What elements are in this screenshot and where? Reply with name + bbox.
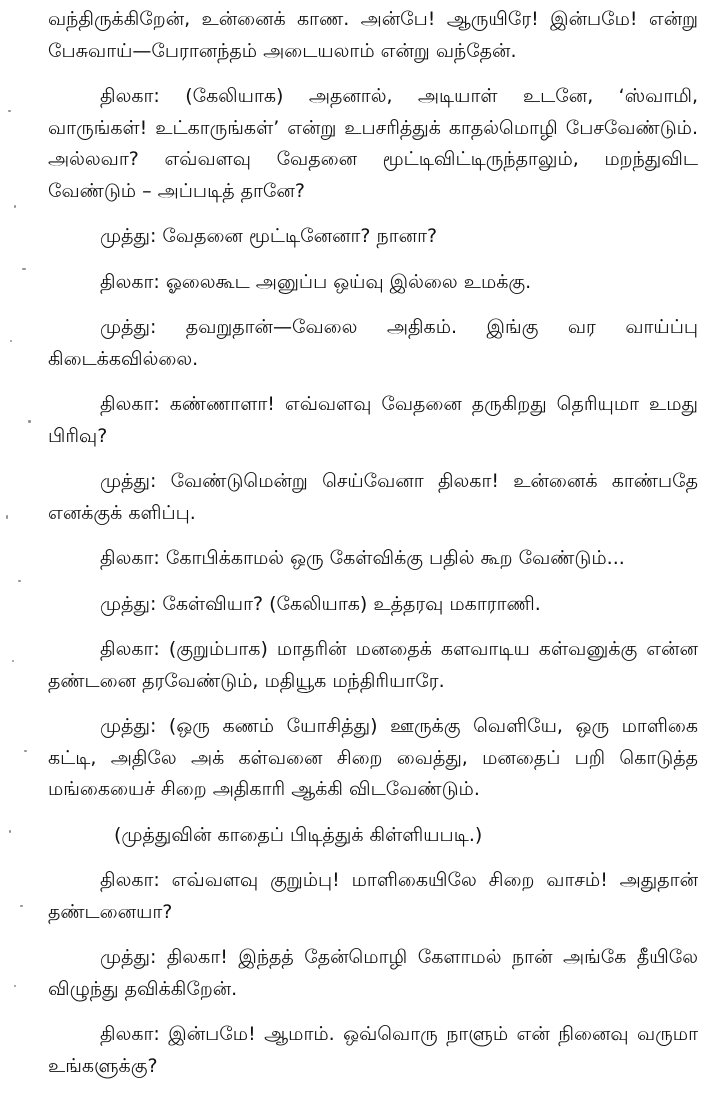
scan-speckle — [18, 580, 21, 582]
scan-speckle — [22, 268, 26, 270]
dialogue-muthu: முத்து: வேண்டுமென்று செய்வேனா திலகா! உன்னைக் காண்பதே எனக்குக் களிப்பு. — [48, 470, 698, 524]
dialogue-muthu: முத்து: தவறுதான்—வேலை அதிகம். இங்கு வர வாய்ப்பு கிடைக்கவில்லை. — [48, 316, 698, 370]
scan-speckle — [14, 985, 16, 987]
dialogue-thilaka: திலகா: (குறும்பாக) மாதரின் மனதைக் களவாடிய கள்வனுக்கு என்ன தண்டனை தரவேண்டும், மதியூக மந்திரியாரே. — [48, 638, 698, 692]
scan-speckle — [20, 905, 23, 907]
paragraph-continuation: வந்திருக்கிறேன், உன்னைக் காண. அன்பே! ஆருயிரே! இன்பமே! என்று பேசுவாய்—பேரானந்தம் அடையலாம் என்று வந்தேன். — [48, 8, 698, 62]
scan-speckle — [24, 750, 27, 752]
scan-speckle — [12, 660, 14, 662]
scan-speckle — [10, 340, 12, 342]
dialogue-thilaka: திலகா: கண்ணாளா! எவ்வளவு வேதனை தருகிறது தெரியுமா உமது பிரிவு? — [48, 393, 698, 447]
dialogue-thilaka: திலகா: எவ்வளவு குறும்பு! மாளிகையிலே சிறை வாசம்! அதுதான் தண்டனையா? — [48, 869, 698, 923]
scan-speckle — [28, 420, 31, 423]
stage-direction: (முத்துவின் காதைப் பிடித்துக் கிள்ளியபடி.) — [114, 823, 483, 846]
dialogue-thilaka: திலகா: ஓலைகூட அனுப்ப ஒய்வு இல்லை உமக்கு. — [100, 270, 532, 293]
dialogue-muthu: முத்து: கேள்வியா? (கேலியாக) உத்தரவு மகாராணி. — [100, 592, 541, 615]
text-column — [48, 4, 698, 1096]
dialogue-muthu: முத்து: (ஒரு கணம் யோசித்து) ஊருக்கு வெளியே, ஒரு மாளிகை கட்டி, அதிலே அக் கள்வனை சிறை வைத்து, மனதைப் பறி கொடுத்த மங்கையைச் சிறை அதிகாரி ஆக்கி விடவேண்டும். — [48, 715, 698, 800]
dialogue-thilaka: திலகா: கோபிக்காமல் ஒரு கேள்விக்கு பதில் கூற வேண்டும்... — [100, 547, 625, 569]
scan-speckle — [9, 830, 11, 833]
dialogue-thilaka: திலகா: (கேலியாக) அதனால், அடியாள் உடனே, ‘ஸ்வாமி, வாருங்கள்! உட்காருங்கள்’ என்று உபசரித்துக் காதல்மொழி பேசவேண்டும். அல்லவா? எவ்வளவு வேதனை மூட்டிவிட்டிருந்தாலும், மறந்துவிட வேண்டும் – அப்படித் தானே? — [48, 85, 698, 202]
scan-speckle — [14, 205, 16, 208]
scan-speckle — [6, 515, 8, 519]
scan-speckle — [8, 110, 11, 112]
dialogue-muthu: முத்து: திலகா! இந்தத் தேன்மொழி கேளாமல் நான் அங்கே தீயிலே விழுந்து தவிக்கிறேன். — [48, 946, 698, 1000]
dialogue-thilaka: திலகா: இன்பமே! ஆமாம். ஒவ்வொரு நாளும் என் நினைவு வருமா உங்களுக்கு? — [48, 1023, 698, 1077]
dialogue-muthu: முத்து: வேதனை மூட்டினேனா? நானா? — [100, 225, 438, 247]
